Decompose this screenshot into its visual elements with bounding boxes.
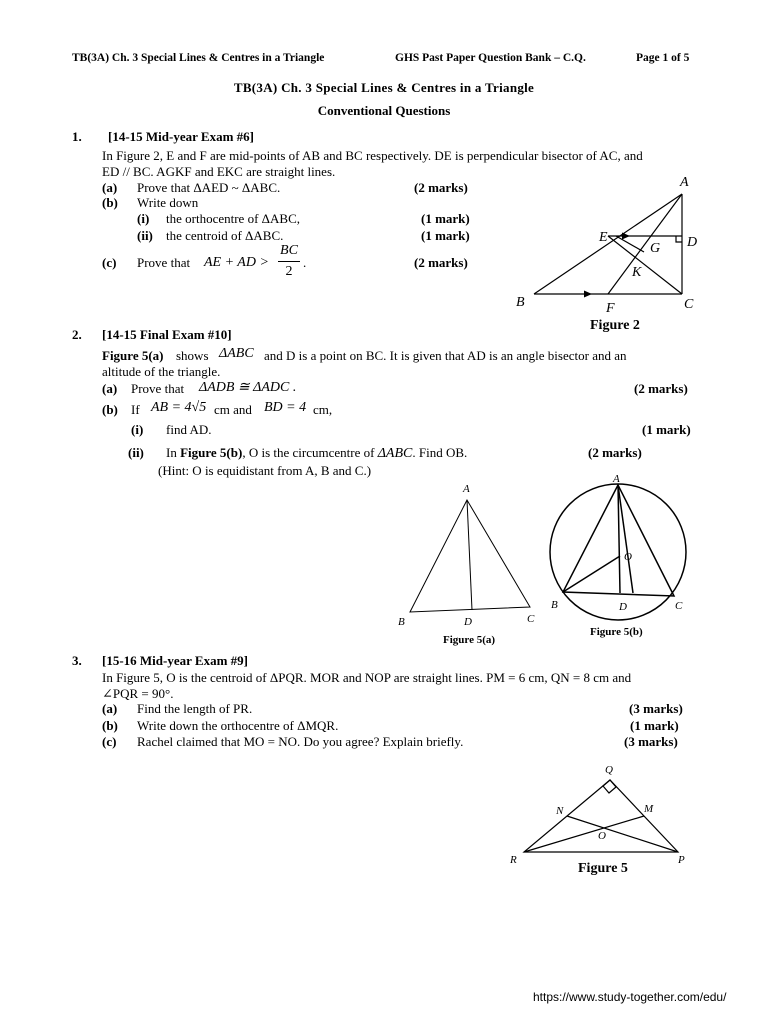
q2-text-figure-ref: Figure 5(a) [102, 348, 164, 363]
q3-c-label: (c) [102, 734, 117, 749]
label-n: N [556, 805, 564, 817]
q1-c-period: . [303, 255, 307, 270]
q1-a-marks: (2 marks) [414, 180, 468, 195]
label-c: C [675, 600, 683, 612]
q1-c-fraction-bar [278, 261, 300, 262]
q3-a-marks: (3 marks) [629, 701, 683, 716]
q1-text-line1: In Figure 2, E and F are mid-points of AB and BC respectively. DE is perpendicular bisector of AC, and [102, 148, 643, 163]
q1-b-text: Write down [137, 195, 199, 210]
label-q: Q [605, 764, 613, 776]
q2-source: [14-15 Final Exam #10] [102, 327, 232, 342]
q2-b-expression-ab: AB = 4√5 [151, 400, 207, 415]
q2-b-label: (b) [102, 402, 118, 417]
q2-b-expression-bd: BD = 4 [264, 400, 307, 415]
q2-a-text: Prove that [131, 381, 185, 396]
label-b: B [551, 599, 558, 611]
q1-c-text: Prove that [137, 255, 191, 270]
parallel-arrow-bc [584, 291, 592, 298]
label-c: C [684, 297, 694, 312]
label-b: B [516, 295, 525, 310]
q1-c-expression: AE + AD > [204, 255, 269, 270]
q2-bii-triangle: ΔABC [377, 446, 413, 461]
q2-bii-text [166, 445, 467, 462]
q2-bi-text: find AD. [166, 422, 212, 437]
q2-bii-figure-ref: Figure 5(b) [180, 445, 243, 460]
label-k: K [632, 265, 642, 280]
figure-2-diagram [510, 172, 710, 314]
q2-bii-text-mid: , O is the circumcentre of [242, 445, 375, 460]
q2-b-unit-2: cm, [313, 402, 333, 417]
figure-2-caption: Figure 2 [590, 318, 640, 333]
q2-b-unit-1: cm and [214, 402, 252, 417]
page-subtitle: Conventional Questions [317, 103, 451, 118]
label-g: G [650, 241, 661, 256]
figure-5a-caption: Figure 5(a) [443, 634, 496, 646]
label-f: F [606, 301, 615, 316]
q1-bi-marks: (1 mark) [421, 211, 470, 226]
figure-5a-diagram [392, 480, 542, 630]
q2-bii-text-in: In [166, 445, 177, 460]
q2-number: 2. [72, 327, 82, 342]
label-d: D [619, 601, 627, 613]
q2-a-label: (a) [102, 381, 118, 396]
figure-5b-caption: Figure 5(b) [590, 626, 643, 638]
q2-a-expression: ΔADB ≅ ΔADC . [199, 380, 297, 395]
label-c: C [527, 613, 535, 625]
q2-bii-marks: (2 marks) [588, 445, 642, 460]
figure-5-diagram [500, 760, 700, 870]
parallel-arrow-ed [622, 233, 630, 240]
q2-text-triangle: ΔABC [219, 346, 254, 361]
q1-bi-label: (i) [137, 211, 150, 226]
q3-number: 3. [72, 653, 82, 668]
q3-c-marks: (3 marks) [624, 734, 678, 749]
q3-b-label: (b) [102, 718, 118, 733]
q3-a-label: (a) [102, 701, 118, 716]
header-page-number: Page 1 of 5 [636, 52, 690, 64]
q3-text-line2: ∠PQR = 90°. [102, 686, 174, 701]
q1-number: 1. [72, 129, 82, 144]
q1-text-line2: ED // BC. AGKF and EKC are straight lines. [102, 164, 336, 179]
q3-c-text: Rachel claimed that MO = NO. Do you agree? Explain briefly. [137, 734, 464, 749]
q2-hint: (Hint: O is equidistant from A, B and C.) [158, 463, 372, 478]
segment-ad [467, 500, 472, 610]
figure-5b-diagram [540, 468, 700, 628]
q3-text-line1: In Figure 5, O is the centroid of ΔPQR. MOR and NOP are straight lines. PM = 6 cm, QN = 8 cm and [102, 670, 632, 685]
label-d: D [687, 235, 698, 250]
header-center: GHS Past Paper Question Bank – C.Q. [395, 52, 586, 64]
label-d: D [464, 616, 472, 628]
label-a: A [463, 483, 470, 495]
label-b: B [398, 616, 405, 628]
footer-url-link[interactable]: https://www.study-together.com/edu/ [533, 990, 727, 1004]
q1-c-marks: (2 marks) [414, 255, 468, 270]
q1-c-fraction-denominator: 2 [285, 264, 293, 279]
label-m: M [644, 803, 654, 815]
q2-bi-label: (i) [131, 422, 144, 437]
q2-bii-label: (ii) [128, 445, 144, 460]
q2-text-line1: and D is a point on BC. It is given that AD is an angle bisector and an [264, 348, 627, 363]
q2-b-text: If [131, 402, 140, 417]
q1-a-text: Prove that ΔAED ~ ΔABC. [137, 180, 281, 195]
q3-a-text: Find the length of PR. [137, 701, 253, 716]
label-o: O [598, 830, 606, 842]
q1-a-label: (a) [102, 180, 118, 195]
q3-b-text: Write down the orthocentre of ΔMQR. [137, 718, 339, 733]
q1-bi-text: the orthocentre of ΔABC, [166, 211, 300, 226]
q3-source: [15-16 Mid-year Exam #9] [102, 653, 248, 668]
label-a: A [613, 473, 620, 485]
q2-text-line2: altitude of the triangle. [102, 364, 221, 379]
q1-bii-marks: (1 mark) [421, 228, 470, 243]
q1-bii-text: the centroid of ΔABC. [166, 228, 284, 243]
q1-c-label: (c) [102, 255, 117, 270]
q3-b-marks: (1 mark) [630, 718, 679, 733]
segment-eg [616, 236, 644, 252]
figure-5-caption: Figure 5 [578, 861, 628, 876]
page-title: TB(3A) Ch. 3 Special Lines & Centres in a Triangle [233, 80, 535, 95]
label-r: R [510, 854, 517, 866]
label-e: E [599, 230, 608, 245]
q2-bii-text-end: . Find OB. [412, 445, 468, 460]
q2-a-marks: (2 marks) [634, 381, 688, 396]
q1-source: [14-15 Mid-year Exam #6] [108, 129, 254, 144]
label-o: O [624, 551, 632, 563]
header-left: TB(3A) Ch. 3 Special Lines & Centres in a Triangle [72, 52, 325, 64]
q1-b-label: (b) [102, 195, 118, 210]
q1-c-fraction-numerator: BC [280, 243, 298, 258]
right-angle-mark-q [603, 780, 616, 793]
q2-bi-marks: (1 mark) [642, 422, 691, 437]
label-p: P [678, 854, 685, 866]
right-angle-mark-d [676, 236, 682, 242]
q2-text-shows: shows [176, 348, 209, 363]
q1-bii-label: (ii) [137, 228, 153, 243]
label-a: A [680, 175, 689, 190]
